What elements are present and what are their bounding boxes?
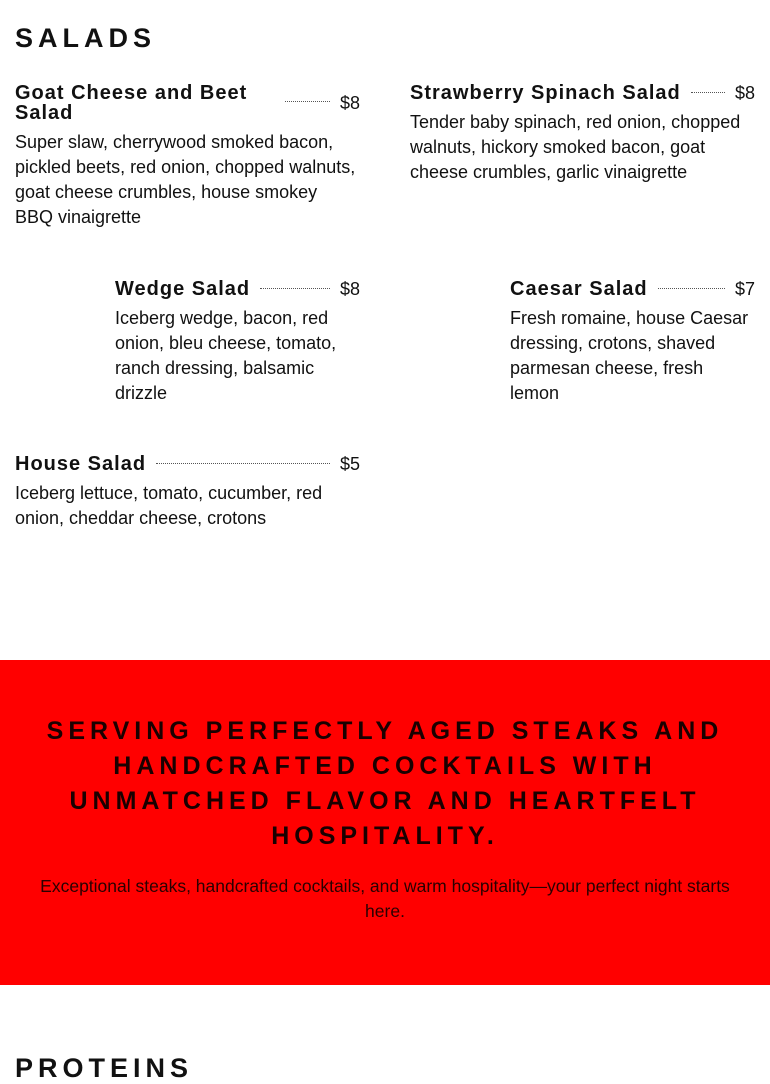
item-name: Goat Cheese and Beet Salad [15,82,248,124]
item-price: $5 [339,454,360,474]
dotted-leader [156,463,330,464]
item-price: $8 [339,279,360,299]
menu-item-house-salad [15,454,360,531]
dotted-leader [691,92,725,93]
item-name: Strawberry Spinach Salad [410,82,681,104]
menu-item-strawberry-spinach-salad [410,83,755,185]
banner-headline: SERVING PERFECTLY AGED STEAKS AND HANDCRAFTED COCKTAILS WITH UNMATCHED FLAVOR AND HEARTFELT HOSPITALITY. [46,717,724,850]
banner-subtext: Exceptional steaks, handcrafted cocktails, and warm hospitality—your perfect night starts here. [40,876,730,921]
item-name: House Salad [15,453,147,475]
item-name: Caesar Salad [510,278,648,300]
item-description: Iceberg lettuce, tomato, cucumber, red onion, cheddar cheese, crotons [15,483,323,528]
item-description: Iceberg wedge, bacon, red onion, bleu cheese, tomato, ranch dressing, balsamic drizzle [115,308,337,403]
dotted-leader [285,101,330,102]
item-price: $8 [734,83,755,103]
dotted-leader [658,288,725,289]
promo-banner [0,660,770,985]
item-description: Tender baby spinach, red onion, chopped walnuts, hickory smoked bacon, goat cheese crumbles, garlic vinaigrette [410,112,741,182]
item-price: $8 [339,93,360,113]
item-name: Wedge Salad [115,278,251,300]
menu-item-wedge-salad [115,279,360,406]
menu-item-goat-cheese-beet-salad [15,83,360,230]
item-price: $7 [734,279,755,299]
proteins-heading: PROTEINS [15,1053,194,1083]
item-description: Super slaw, cherrywood smoked bacon, pickled beets, red onion, chopped walnuts, goat cheese crumbles, house smokey BBQ vinaigrette [15,132,356,227]
dotted-leader [260,288,330,289]
item-description: Fresh romaine, house Caesar dressing, crotons, shaved parmesan cheese, fresh lemon [510,308,749,403]
salads-heading: SALADS [15,23,157,53]
menu-item-caesar-salad [510,279,755,406]
